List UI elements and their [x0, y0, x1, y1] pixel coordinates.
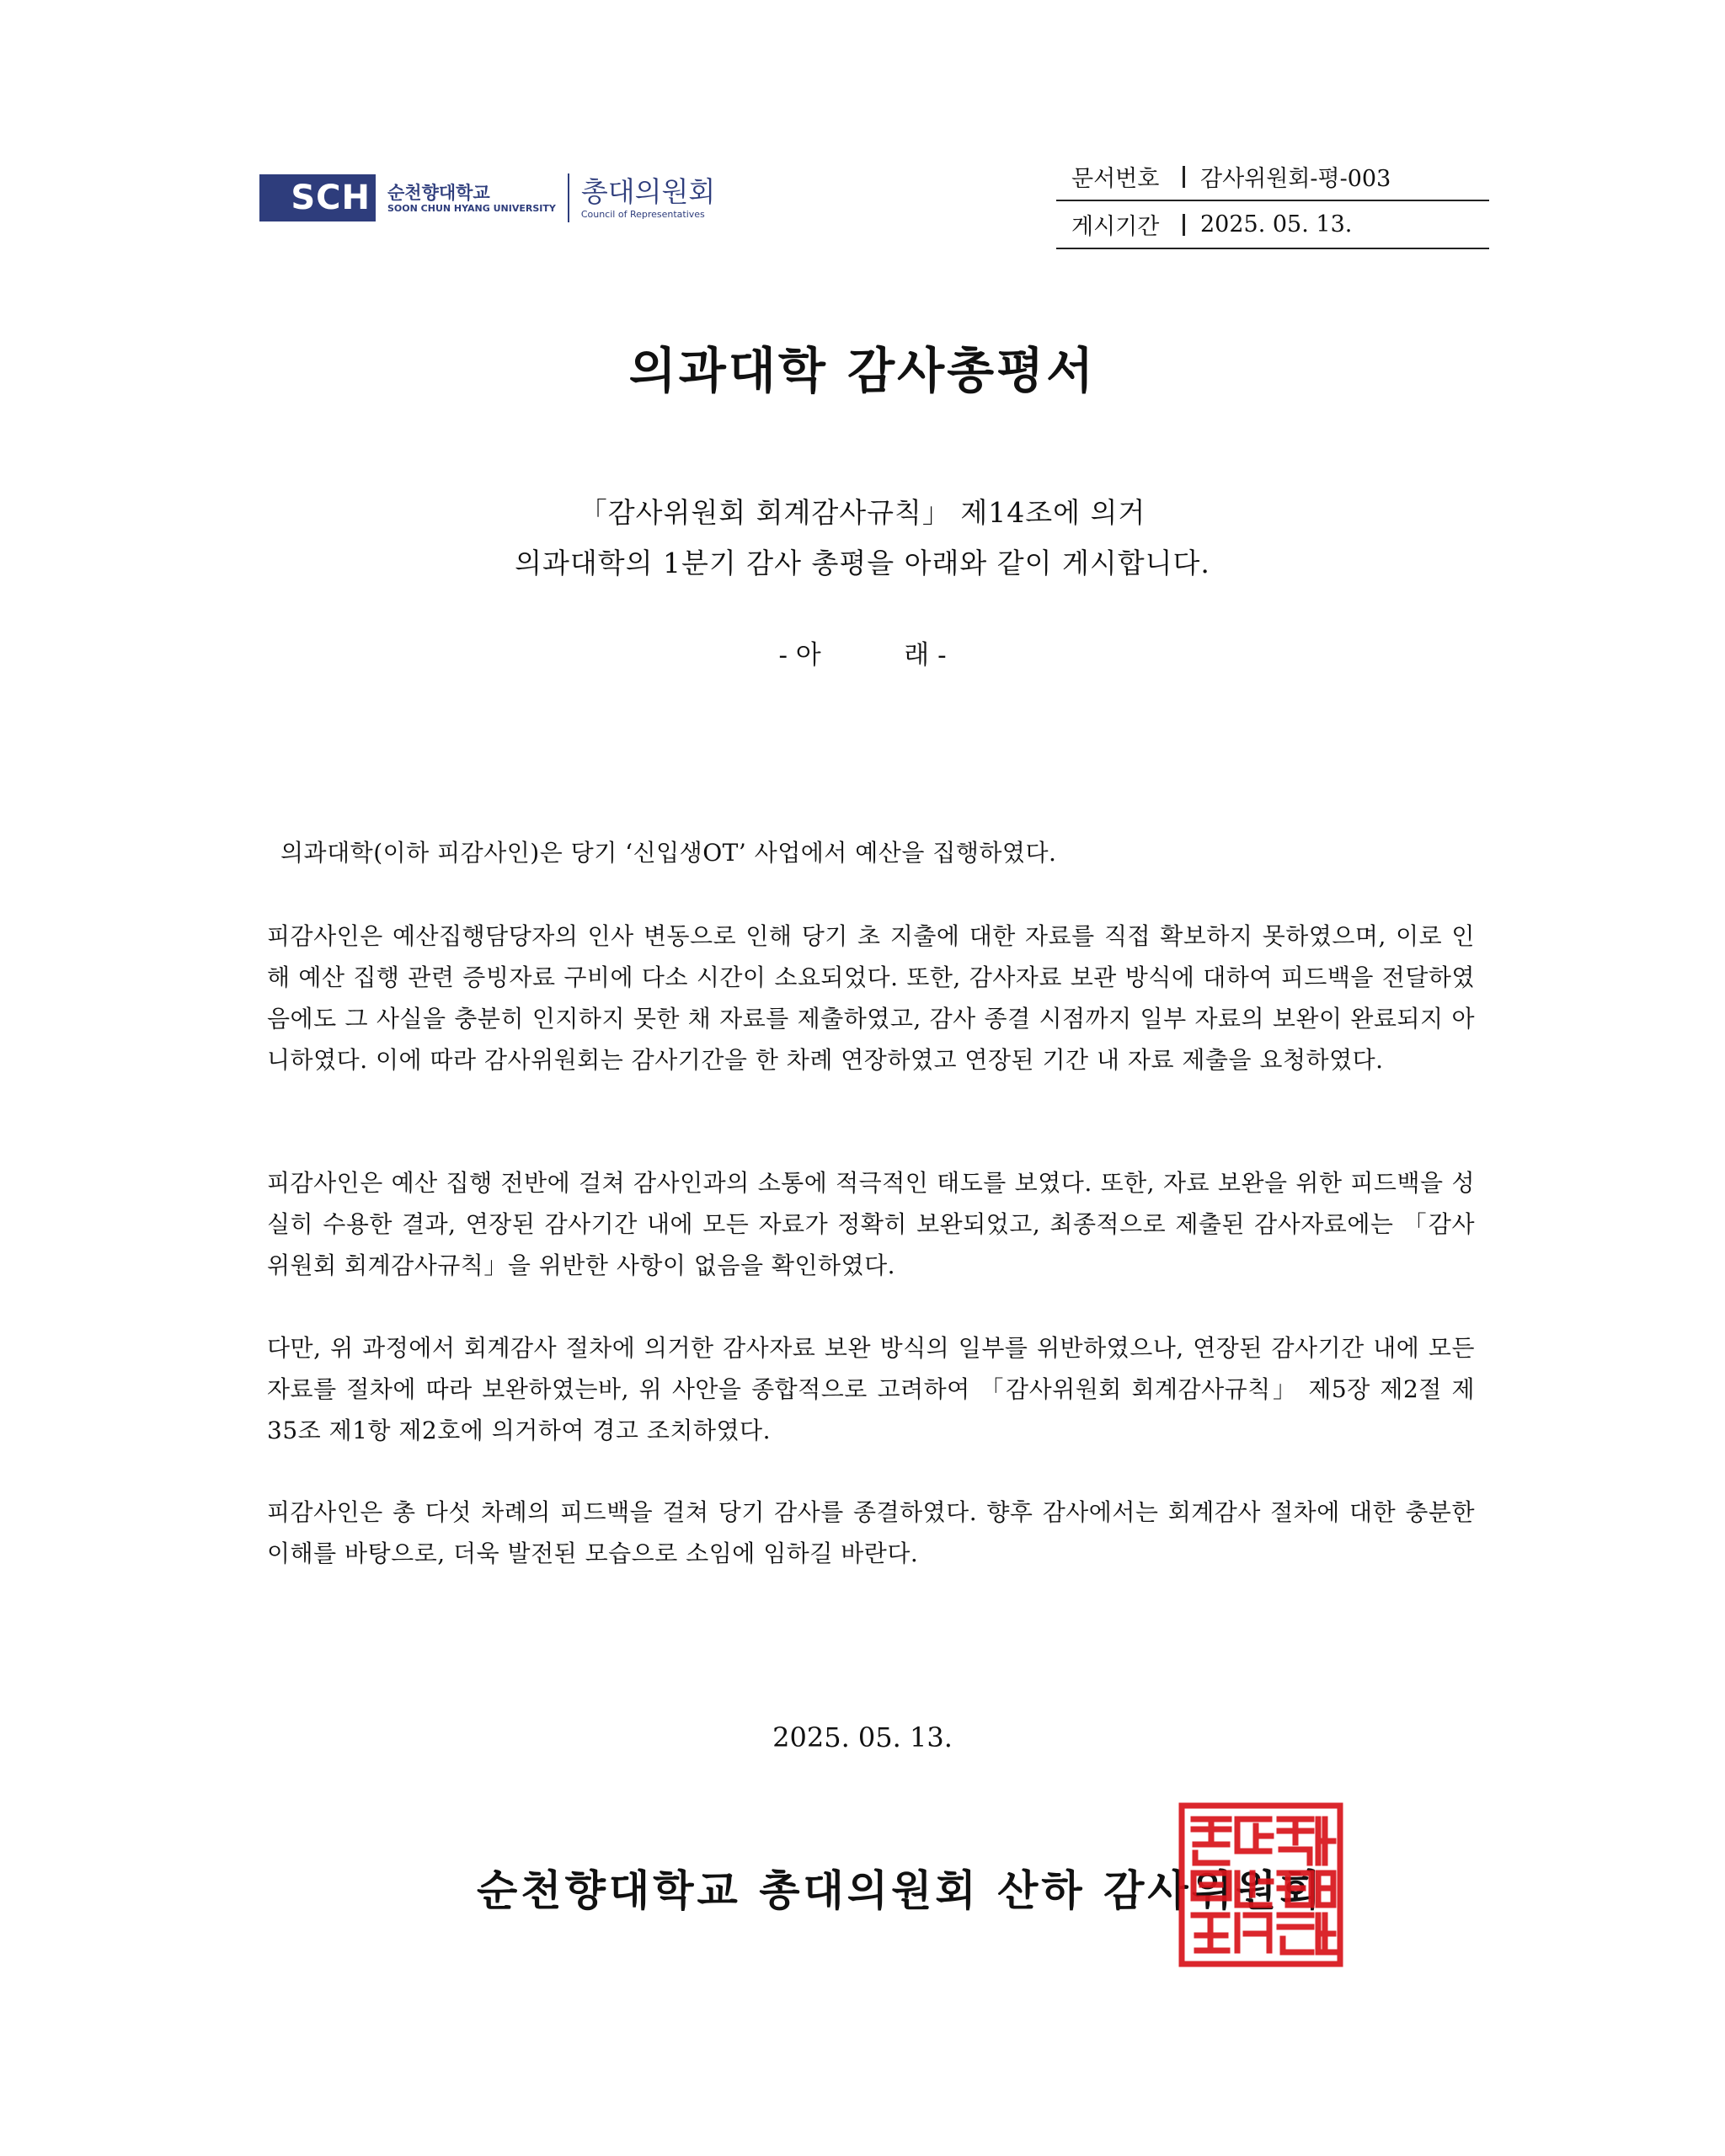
- university-name-en: SOON CHUN HYANG UNIVERSITY: [387, 203, 556, 214]
- council-name: [581, 175, 715, 221]
- post-period-label: 게시기간: [1071, 214, 1160, 240]
- document-info-table: [1056, 153, 1489, 249]
- document-title: 의과대학 감사총평서: [628, 342, 1097, 399]
- body-paragraph-2: 피감사인은 예산집행담당자의 인사 변동으로 인해 당기 초 지출에 대한 자료를 직접 확보하지 못하였으며, 이로 인해 예산 집행 관련 증빙자료 구비에 다소 시간이 소요되었다. 또한, 감사자료 보관 방식에 대하여 피드백을 전달하였음에도 그 사실을 충분히 인지하지 못한 채 자료를 제출하였고, 감사 종결 시점까지 일부 자료의 보완이 완료되지 아니하였다. 이에 따라 감사위원회는 감사기간을 한 차례 연장하였고 연장된 기간 내 자료 제출을 요청하였다.: [267, 922, 1475, 1074]
- sch-logo-mark: SCH: [259, 174, 376, 221]
- university-name-ko: 순천향대학교: [387, 183, 490, 203]
- issue-date: 2025. 05. 13.: [772, 1721, 953, 1753]
- signer-name: 순천향대학교 총대의원회 산하 감사위원회: [477, 1865, 1324, 1915]
- post-period-value: 2025. 05. 13.: [1200, 211, 1353, 237]
- council-logo: [259, 173, 715, 223]
- university-name: [387, 182, 556, 214]
- post-period-row: [1056, 201, 1489, 249]
- doc-number-separator: [1183, 166, 1185, 188]
- intro-line-2: 의과대학의 1분기 감사 총평을 아래와 같이 게시합니다.: [515, 547, 1210, 579]
- council-name-en: Council of Representatives: [580, 209, 705, 220]
- body-paragraph-5: 피감사인은 총 다섯 차례의 피드백을 걸쳐 당기 감사를 종결하였다. 향후 감사에서는 회계감사 절차에 대한 충분한 이해를 바탕으로, 더욱 발전된 모습으로 소임에 임하길 바란다.: [267, 1498, 1476, 1567]
- doc-number-row: [1056, 153, 1489, 201]
- council-name-ko: 총대의원회: [580, 175, 716, 208]
- body-paragraph-4: 다만, 위 과정에서 회계감사 절차에 의거한 감사자료 보완 방식의 일부를 위반하였으나, 연장된 감사기간 내에 모든 자료를 절차에 따라 보완하였는바, 위 사안을 종합적으로 고려하여 「감사위원회 회계감사규칙」 제5장 제2절 제35조 제1항 제2호에 의거하여 경고 조치하였다.: [267, 1334, 1475, 1444]
- doc-number-value: 감사위원회-평-003: [1200, 166, 1391, 192]
- logo-divider: [568, 173, 569, 222]
- official-seal-stamp: [1177, 1801, 1345, 1969]
- body-paragraph-3: 피감사인은 예산 집행 전반에 걸쳐 감사인과의 소통에 적극적인 태도를 보였다. 또한, 자료 보완을 위한 피드백을 성실히 수용한 결과, 연장된 감사기간 내에 모든 자료가 정확히 보완되었고, 최종적으로 제출된 감사자료에는 「감사위원회 회계감사규칙」을 위반한 사항이 없음을 확인하였다.: [267, 1169, 1475, 1279]
- doc-number-label: 문서번호: [1071, 166, 1160, 192]
- notice-heading: - 아 래 -: [778, 640, 947, 670]
- body-paragraph-1: 의과대학(이하 피감사인)은 당기 ‘신입생OT’ 사업에서 예산을 집행하였다.: [280, 839, 1057, 867]
- post-period-separator: [1183, 214, 1185, 236]
- intro-line-1: 「감사위원회 회계감사규칙」 제14조에 의거: [579, 496, 1146, 529]
